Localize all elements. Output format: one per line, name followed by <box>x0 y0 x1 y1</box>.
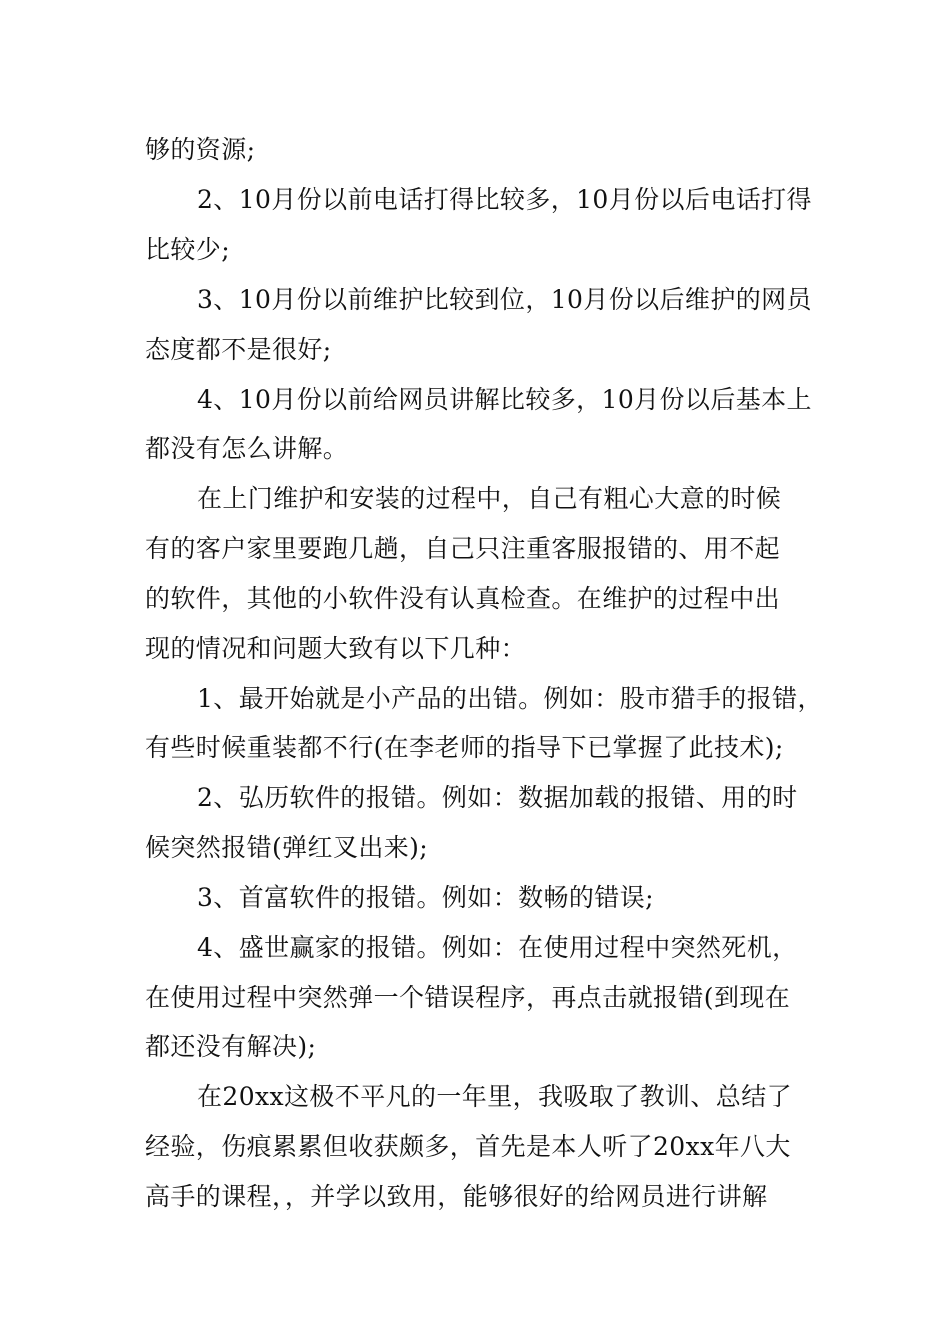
text-line: 4、10月份以前给网员讲解比较多，10月份以后基本上 <box>197 385 812 414</box>
text-line: 2、弘历软件的报错。例如：数据加载的报错、用的时 <box>197 783 798 812</box>
text-line: 比较少; <box>145 235 231 264</box>
text-line: 1、最开始就是小产品的出错。例如：股市猎手的报错， <box>197 684 823 713</box>
text-line: 经验，伤痕累累但收获颇多，首先是本人听了20xx年八大 <box>145 1132 791 1161</box>
text-line: 在20xx这极不平凡的一年里，我吸取了教训、总结了 <box>197 1082 793 1111</box>
text-line: 在使用过程中突然弹一个错误程序，再点击就报错(到现在 <box>145 983 791 1012</box>
text-line: 2、10月份以前电话打得比较多，10月份以后电话打得 <box>197 185 812 214</box>
text-line: 态度都不是很好; <box>145 335 332 364</box>
text-line: 够的资源; <box>145 135 256 164</box>
text-line: 在上门维护和安装的过程中，自己有粗心大意的时候 <box>197 484 782 513</box>
text-line: 4、盛世赢家的报错。例如：在使用过程中突然死机， <box>197 933 798 962</box>
text-line: 高手的课程，，并学以致用，能够很好的给网员进行讲解 <box>145 1182 768 1211</box>
text-line: 有些时候重装都不行(在李老师的指导下已掌握了此技术); <box>145 733 784 762</box>
text-line: 3、首富软件的报错。例如：数畅的错误; <box>197 883 654 912</box>
text-line: 都还没有解决); <box>145 1032 317 1061</box>
text-line: 的软件，其他的小软件没有认真检查。在维护的过程中出 <box>145 584 781 613</box>
text-line: 现的情况和问题大致有以下几种： <box>145 634 527 663</box>
text-line: 候突然报错(弹红叉出来); <box>145 833 429 862</box>
text-line: 都没有怎么讲解。 <box>145 434 349 463</box>
text-line: 3、10月份以前维护比较到位，10月份以后维护的网员 <box>197 285 812 314</box>
text-line: 有的客户家里要跑几趟，自己只注重客服报错的、用不起 <box>145 534 781 563</box>
